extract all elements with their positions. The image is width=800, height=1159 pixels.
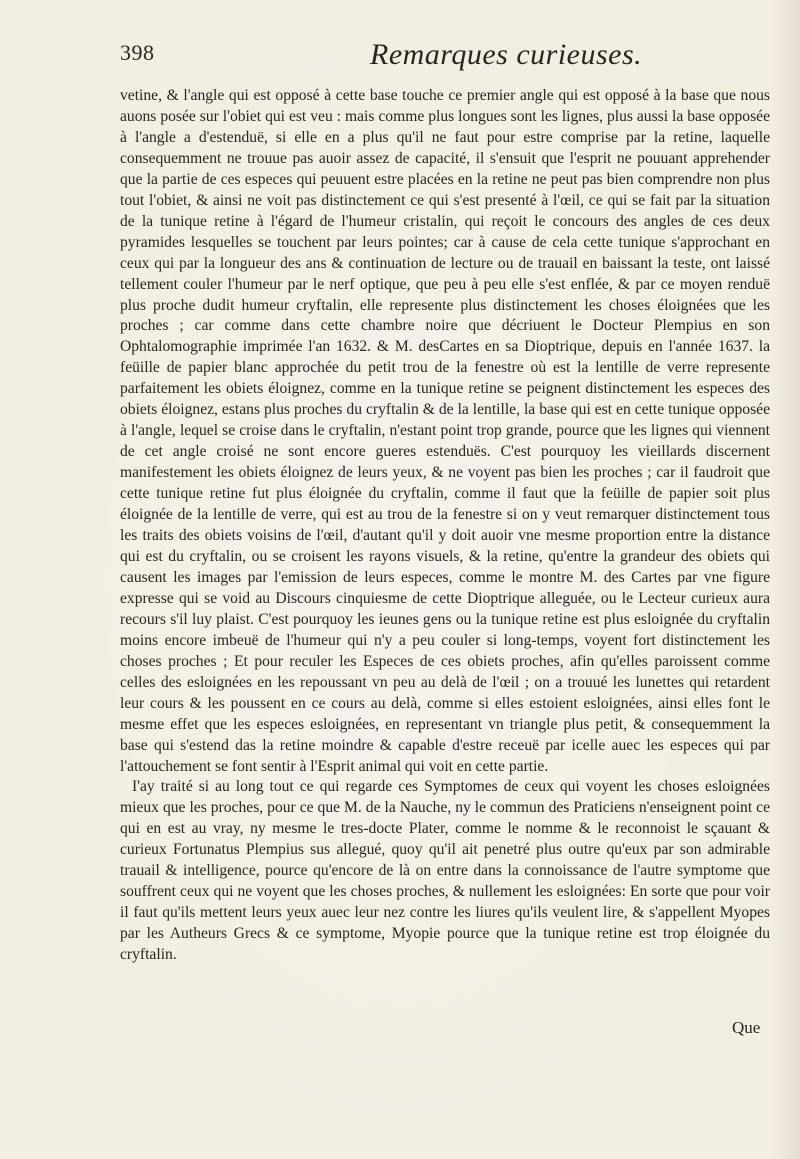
running-head: Remarques curieuses. [370, 38, 643, 71]
body-text [120, 86, 770, 966]
catchword: Que [732, 1018, 761, 1037]
paragraph-1: vetine, & l'angle qui est opposé à cette base touche ce premier angle qui est opposé à la base que nous auons posée sur l'obiet qui est veu : mais comme plus longues sont les lignes, plus aussi la base opposée à l'angle a d'estenduë, si elle en a plus qu'il ne faut pour estre comprise par la retine, laquelle consequemment ne trouue pas auoir assez de capacité, il s'ensuit que l'esprit ne pouuant apprehender que la partie de ces especes qui peuuent estre placées en la retine ne peut pas bien comprendre non plus tout l'obiet, & ainsi ne voit pas distinctement ce qui s'est presenté à l'œil, ce qui se fait par la situation de la tunique retine à l'égard de l'humeur cristalin, qui reçoit le concours des angles de ces deux pyramides lesquelles se touchent par leurs pointes; car à cause de cela cette tunique s'approchant en ceux qui par la longueur des ans & continuation de lecture ou de trauail en baissant la teste, ont laissé tellement couler l'humeur par le nerf optique, que peu à peu elle s'est enflée, & par ce moyen renduë plus proche dudit humeur cryftalin, elle represente plus distinctement les choses éloignées que les proches ; car comme dans cette chambre noire que décriuent le Docteur Plempius en son Ophtalomographie imprimée l'an 1632. & M. desCartes en sa Dioptrique, depuis en l'année 1637. la feüille de papier blanc approchée du petit trou de la fenestre où est la lentille de verre represente parfaitement les obiets éloignez, comme en la tunique retine se peignent distinctement les especes des obiets éloignez, estans plus proches du cryftalin & de la lentille, la base qui est en cette tunique opposée à l'angle, lequel se croise dans le cryftalin, n'estant point trop grande, pource que les lignes qui viennent de cet angle croisé ne sont encore gueres estenduës. C'est pourquoy les vieillards discernent manifestement les obiets éloignez de leurs yeux, & ne voyent pas bien les proches ; car il faudroit que cette tunique retine fut plus éloignée du cryftalin, comme il faut que la feüille de papier soit plus éloignée de la lentille de verre, qui est au trou de la fenestre si on y veut remarquer distinctement tous les traits des obiets voisins de l'œil, d'autant qu'il y doit auoir vne mesme proportion entre la distance qui est du cryftalin, ou se croisent les rayons visuels, & la retine, qu'entre la grandeur des obiets qui causent les images par l'emission de leurs especes, comme le montre M. des Cartes par vne figure expresse qui se void au Discours cinquiesme de cette Dioptrique alleguée, ou le Lecteur curieux aura recours s'il luy plaist. C'est pourquoy les ieunes gens ou la tunique retine est plus esloignée du cryftalin moins encore imbeuë de l'humeur qui n'y a peu couler si long-temps, voyent fort distinctement les choses proches ; Et pour reculer les Especes de ces obiets proches, afin qu'elles paroissent comme celles des esloignées en les repoussant vn peu au delà de l'œil ; on a trouué les lunettes qui retardent leur cours & les poussent en ce cours au delà, comme si elles estoient esloignées, ainsi elles font le mesme effet que les especes esloignées, en representant vn triangle plus petit, & consequemment la base qui s'estend das la retine moindre & capable d'estre receuë par icelle auec les especes qui par l'attouchement se font sentir à l'Esprit animal qui voit en cette partie. [120, 87, 770, 775]
page-header [120, 38, 765, 78]
paragraph-2: I'ay traité si au long tout ce qui regarde ces Symptomes de ceux qui voyent les choses esloignées mieux que les proches, pour ce que M. de la Nauche, ny le commun des Praticiens n'enseignent point ce qui en est au vray, ny mesme le tres-docte Plater, comme le nomme & le reconnoist le sçauant & curieux Fortunatus Plempius sus allegué, quoy qu'il ait penetré plus outre qu'eux par son admirable trauail & intelligence, pource qu'encore de là on entre dans la connoissance de l'autre symptome que souffrent ceux qui ne voyent que les choses proches, & nullement les esloignées: En sorte que pour voir il faut qu'ils mettent leurs yeux auec leur nez contre les liures qu'ils veulent lire, & s'appellent Myopes par les Autheurs Grecs & ce symptome, Myopie pource que la tunique retine est trop éloignée du cryftalin. [120, 778, 770, 964]
page-edge-shadow [770, 0, 800, 1159]
page-number: 398 [120, 40, 155, 65]
